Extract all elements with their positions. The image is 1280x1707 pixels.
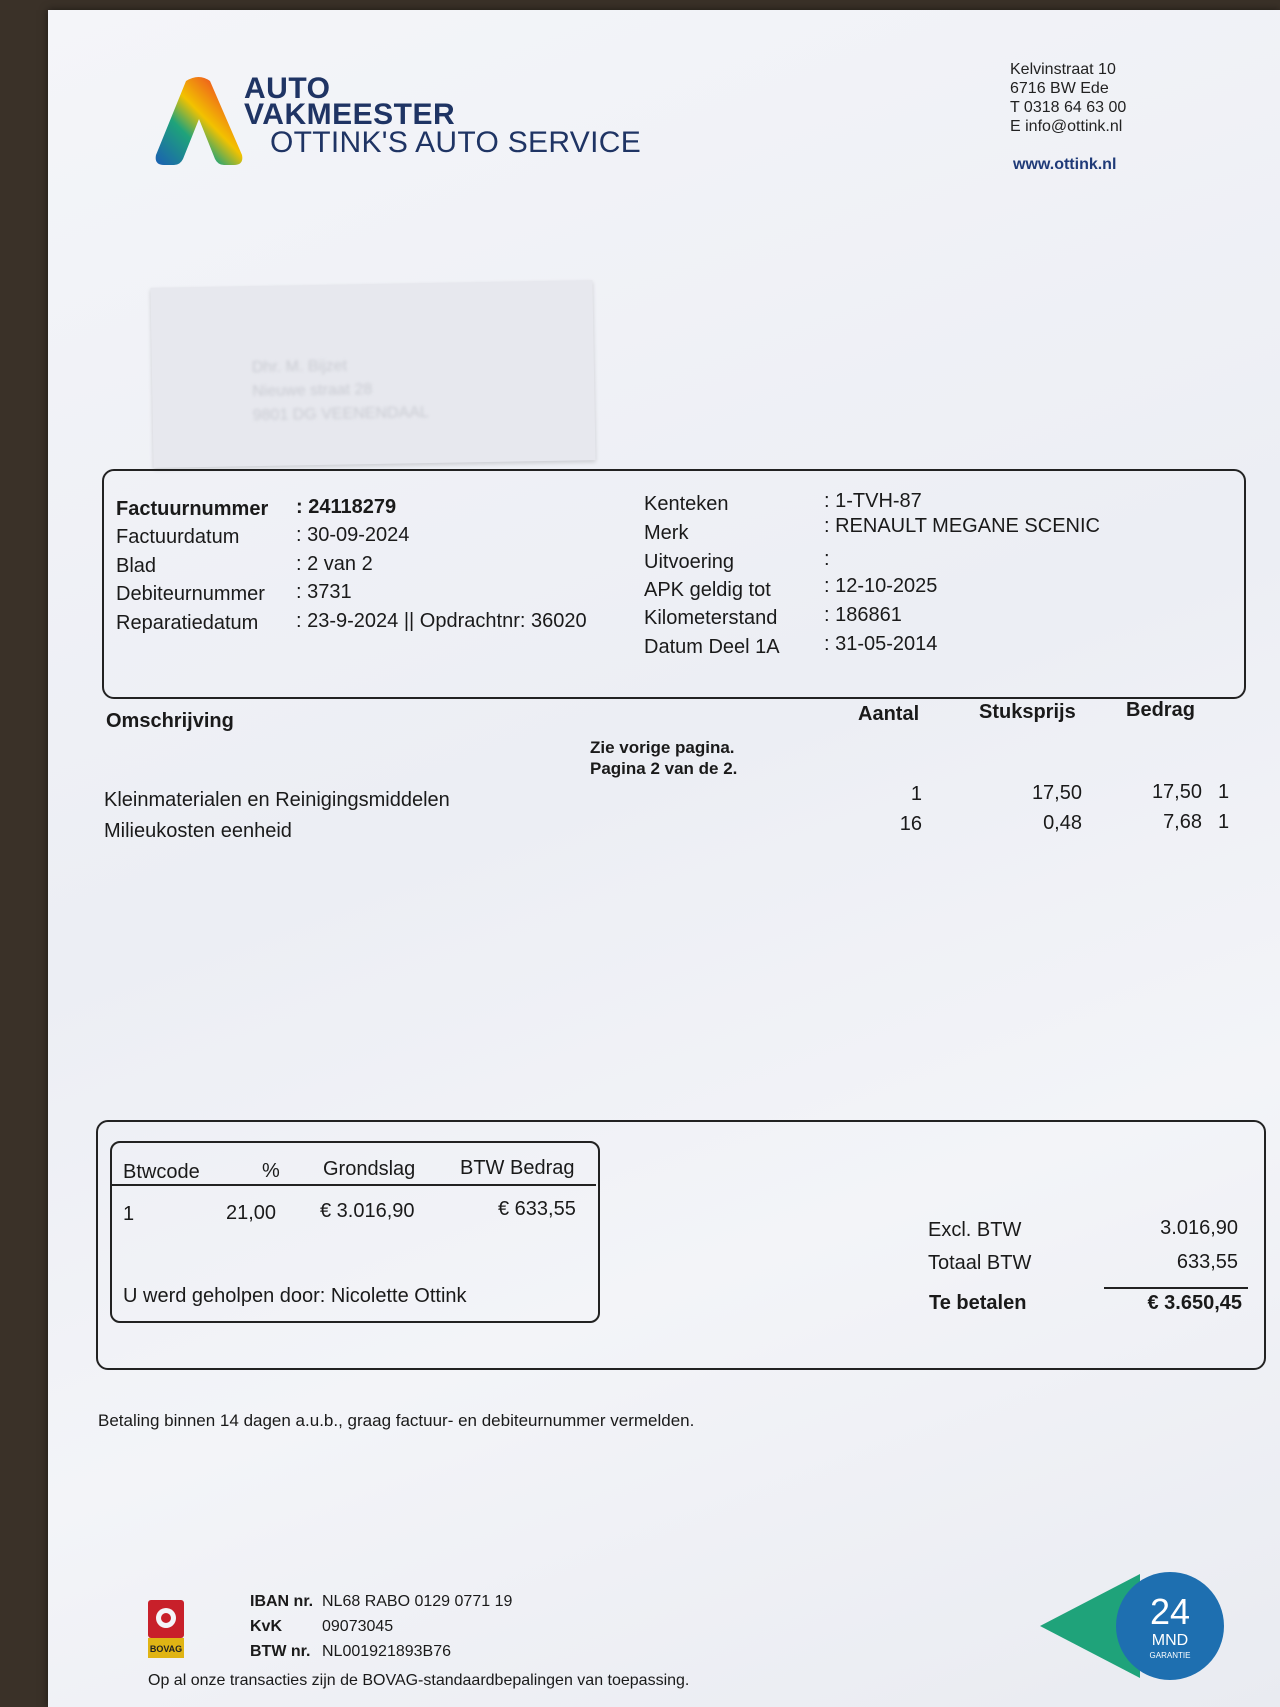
item-2-code: 1 (1218, 811, 1230, 833)
helped-by: U werd geholpen door: Nicolette Ottink (123, 1285, 467, 1307)
amount-due-label: Te betalen (929, 1292, 1027, 1314)
btw-number-label: BTW nr. (250, 1643, 311, 1660)
brand-auto: AUTO (244, 72, 331, 105)
vat-percent-header: % (262, 1160, 280, 1182)
bovag-text: BOVAG (149, 1644, 183, 1654)
mileage-label: Kilometerstand (644, 607, 778, 629)
make-value: : RENAULT MEGANE SCENIC (824, 515, 1100, 537)
apk-label: APK geldig tot (644, 579, 771, 601)
vat-table-divider (112, 1184, 596, 1186)
item-1-qty: 1 (910, 783, 922, 805)
company-address (1010, 60, 1126, 136)
vat-row-base: € 3.016,90 (320, 1200, 415, 1222)
col-amount-header: Bedrag (1126, 699, 1195, 721)
col-description-header: Omschrijving (106, 710, 234, 732)
auto-vakmeester-logo (154, 75, 244, 167)
payment-note: Betaling binnen 14 dagen a.u.b., graag factuur- en debiteurnummer vermelden. (98, 1411, 695, 1430)
vat-amount-header: BTW Bedrag (460, 1157, 575, 1179)
item-1-unit-price: 17,50 (1031, 782, 1082, 804)
terms-note: Op al onze transacties zijn de BOVAG-standaardbepalingen van toepassing. (148, 1672, 690, 1689)
item-1-description: Kleinmaterialen en Reinigingsmiddelen (104, 789, 450, 811)
page-note-2: Pagina 2 van de 2. (590, 759, 738, 778)
vat-row-amount: € 633,55 (498, 1198, 576, 1220)
make-label: Merk (644, 522, 689, 544)
registration-date-value: : 31-05-2014 (824, 633, 938, 655)
item-1-amount: 17,50 (1151, 781, 1202, 803)
vat-base-header: Grondslag (323, 1158, 416, 1180)
registration-date-label: Datum Deel 1A (644, 636, 780, 658)
version-label: Uitvoering (644, 551, 735, 573)
guarantee-text: GARANTIE (1149, 1651, 1191, 1660)
address-city: 6716 BW Ede (1010, 80, 1109, 97)
amount-due-value: € 3.650,45 (1147, 1292, 1242, 1314)
debtor-number-label: Debiteurnummer (116, 583, 265, 605)
col-qty-header: Aantal (858, 703, 920, 725)
excl-vat-label: Excl. BTW (928, 1219, 1022, 1241)
total-vat-value: 633,55 (1176, 1251, 1238, 1273)
guarantee-badge (1040, 1564, 1230, 1684)
iban-label: IBAN nr. (250, 1593, 314, 1610)
item-1-code: 1 (1218, 781, 1230, 803)
invoice-date-label: Factuurdatum (116, 526, 240, 548)
plate-value: : 1-TVH-87 (824, 490, 922, 512)
page-value: : 2 van 2 (296, 553, 373, 575)
totals-divider (1104, 1287, 1248, 1289)
invoice-date-value: : 30-09-2024 (296, 524, 410, 546)
repair-date-value: : 23-9-2024 || Opdrachtnr: 36020 (296, 610, 587, 632)
item-2-description: Milieukosten eenheid (104, 820, 292, 842)
vat-code-header: Btwcode (123, 1161, 200, 1183)
invoice-number-label: Factuurnummer (116, 498, 269, 520)
invoice-paper (48, 10, 1280, 1707)
col-unit-price-header: Stuksprijs (979, 701, 1076, 723)
guarantee-unit: MND (1151, 1632, 1189, 1649)
total-vat-label: Totaal BTW (928, 1252, 1032, 1274)
bovag-logo (148, 1600, 184, 1658)
address-window (150, 280, 595, 468)
btw-number-value: NL001921893B76 (322, 1643, 452, 1660)
iban-value: NL68 RABO 0129 0771 19 (322, 1593, 513, 1610)
kvk-value: 09073045 (322, 1618, 394, 1635)
vat-row-code: 1 (123, 1203, 135, 1225)
mileage-value: : 186861 (824, 604, 902, 626)
page-note-1: Zie vorige pagina. (590, 738, 735, 757)
page-label: Blad (116, 555, 157, 577)
brand-vakmeester: VAKMEESTER (244, 98, 456, 131)
item-2-unit-price: 0,48 (1043, 812, 1082, 834)
kvk-label: KvK (250, 1618, 283, 1635)
guarantee-number: 24 (1149, 1591, 1191, 1632)
brand-ottink: OTTINK'S AUTO SERVICE (270, 126, 642, 159)
addressee-block: Dhr. M. Bijzet Nieuwe straat 28 9801 DG VEENENDAAL (251, 357, 429, 425)
invoice-number-value: : 24118279 (296, 496, 397, 518)
address-phone: T 0318 64 63 00 (1010, 99, 1127, 116)
item-2-amount: 7,68 (1163, 811, 1202, 833)
version-value: : (824, 548, 830, 570)
item-2-qty: 16 (899, 813, 922, 835)
website-link[interactable]: www.ottink.nl (1013, 156, 1117, 173)
vat-row-percent: 21,00 (226, 1202, 277, 1224)
debtor-number-value: : 3731 (296, 581, 352, 603)
plate-label: Kenteken (644, 493, 729, 515)
excl-vat-value: 3.016,90 (1160, 1217, 1238, 1239)
apk-value: : 12-10-2025 (824, 575, 938, 597)
address-email: E info@ottink.nl (1010, 118, 1123, 135)
address-street: Kelvinstraat 10 (1010, 61, 1116, 78)
repair-date-label: Reparatiedatum (116, 612, 259, 634)
